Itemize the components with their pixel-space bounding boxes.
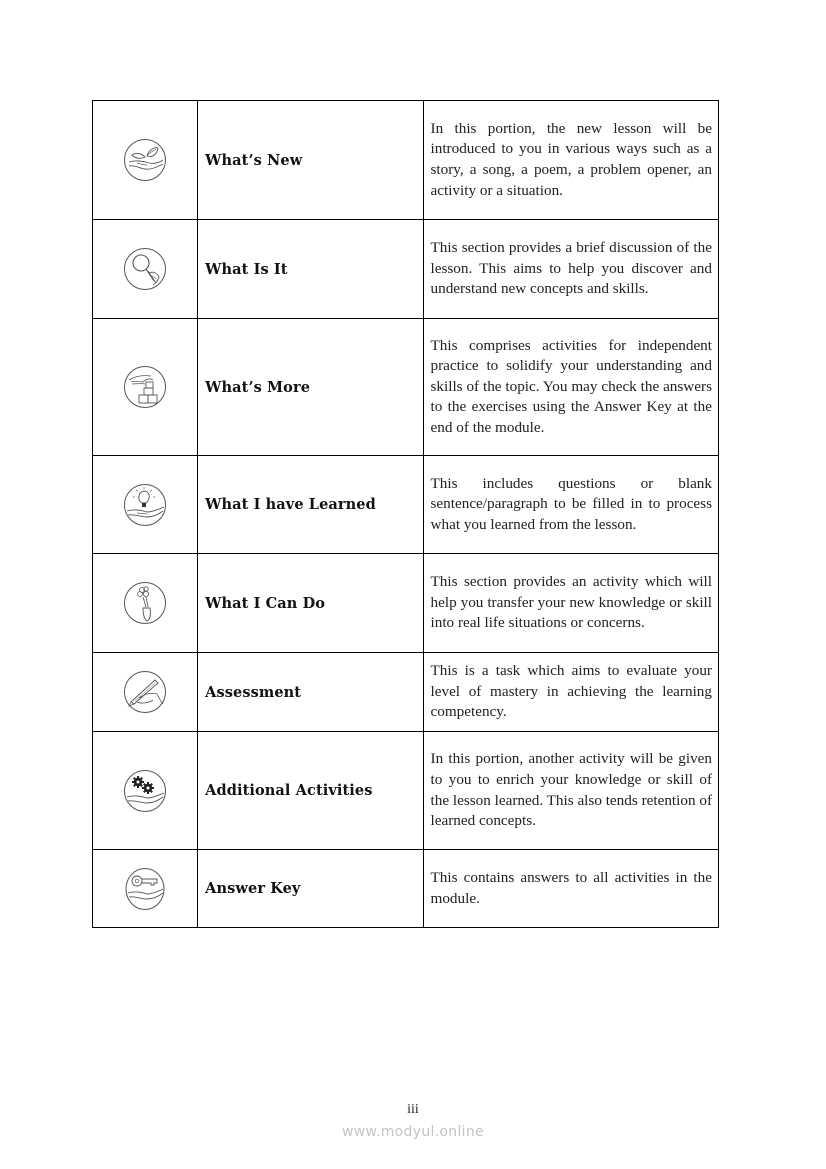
section-title: Assessment — [198, 653, 423, 732]
section-title: What I have Learned — [198, 456, 423, 554]
table-row — [93, 732, 719, 850]
table-row — [93, 653, 719, 732]
icon-cell — [93, 554, 198, 653]
section-title: Additional Activities — [198, 732, 423, 850]
hand-reaching-icon — [93, 581, 197, 625]
table-row — [93, 101, 719, 220]
magnifying-glass-icon — [93, 247, 197, 291]
section-description: In this portion, the new lesson will be introduced to you in various ways such as a story, a song, a poem, a problem opener, an activity or a situation. — [423, 101, 718, 220]
icon-cell — [93, 850, 198, 928]
section-description: This is a task which aims to evaluate your level of mastery in achieving the learning competency. — [423, 653, 718, 732]
icon-cell — [93, 653, 198, 732]
plant-in-hand-icon — [93, 138, 197, 182]
stacking-blocks-icon — [93, 365, 197, 409]
gears-in-hand-icon — [93, 769, 197, 813]
section-title: Answer Key — [198, 850, 423, 928]
hand-writing-pen-icon — [93, 670, 197, 714]
section-description: This contains answers to all activities in the module. — [423, 850, 718, 928]
table-row — [93, 319, 719, 456]
icon-cell — [93, 101, 198, 220]
section-title: What Is It — [198, 220, 423, 319]
module-parts-table — [92, 100, 719, 928]
section-description: This includes questions or blank sentence/paragraph to be filled in to process what you learned from the lesson. — [423, 456, 718, 554]
icon-cell — [93, 456, 198, 554]
icon-cell — [93, 732, 198, 850]
section-description: This comprises activities for independent practice to solidify your understanding and skills of the topic. You may check the answers to the exercises using the Answer Key at the end of the module. — [423, 319, 718, 456]
section-title: What’s New — [198, 101, 423, 220]
section-description: In this portion, another activity will be given to you to enrich your knowledge or skill of the lesson learned. This also tends retention of learned concepts. — [423, 732, 718, 850]
section-description: This section provides an activity which will help you transfer your new knowledge or skill into real life situations or concerns. — [423, 554, 718, 653]
table-row — [93, 850, 719, 928]
table-row — [93, 220, 719, 319]
section-title: What I Can Do — [198, 554, 423, 653]
page-number: iii — [407, 1102, 419, 1117]
icon-cell — [93, 220, 198, 319]
section-title: What’s More — [198, 319, 423, 456]
table-row — [93, 554, 719, 653]
lightbulb-in-hand-icon — [93, 483, 197, 527]
section-description: This section provides a brief discussion of the lesson. This aims to help you discover and understand new concepts and skills. — [423, 220, 718, 319]
table-row — [93, 456, 719, 554]
watermark: www.modyul.online — [342, 1124, 484, 1140]
key-in-hand-icon — [93, 867, 197, 911]
icon-cell — [93, 319, 198, 456]
